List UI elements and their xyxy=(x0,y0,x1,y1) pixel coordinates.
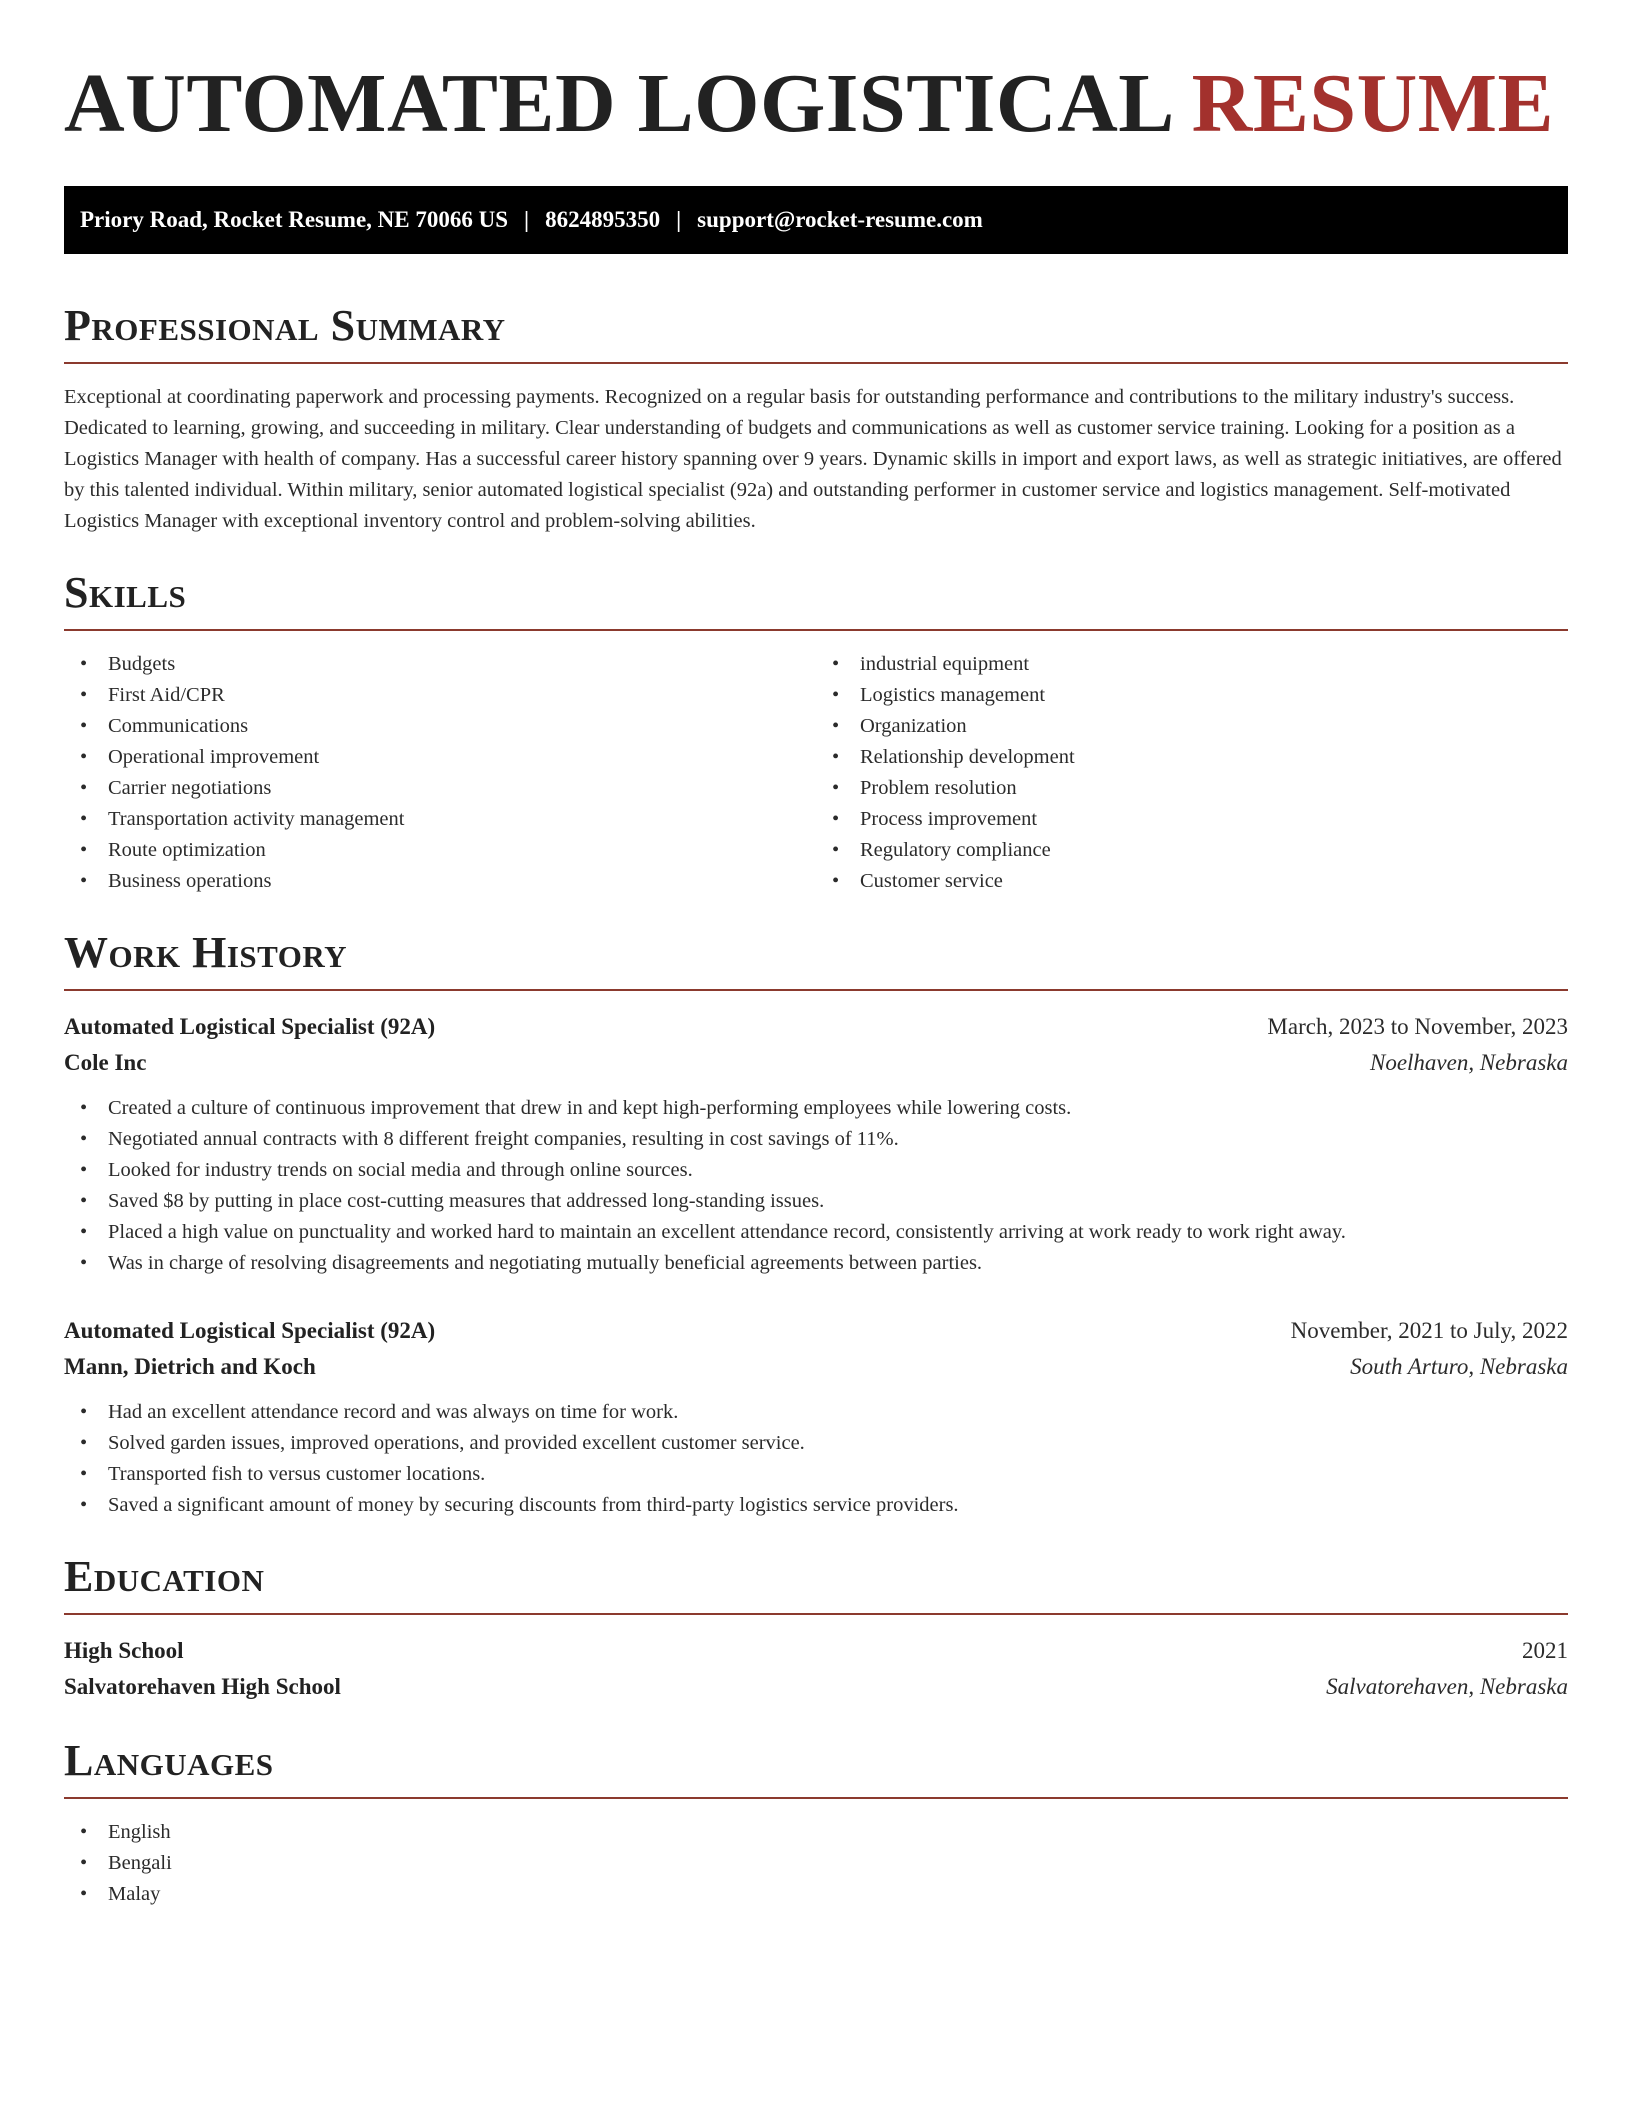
job-dates: March, 2023 to November, 2023 xyxy=(1267,1014,1568,1039)
contact-separator: | xyxy=(676,207,682,232)
skill-item: • Communications xyxy=(64,711,816,742)
education-header-row xyxy=(64,1633,1568,1669)
job-entry xyxy=(64,1009,1568,1279)
section-divider xyxy=(64,989,1568,991)
skill-item: • industrial equipment xyxy=(816,649,1568,680)
job-company: Mann, Dietrich and Koch xyxy=(64,1354,316,1379)
job-bullet: • Had an excellent attendance record and was always on time for work. xyxy=(64,1397,1568,1428)
skill-item: • Process improvement xyxy=(816,804,1568,835)
job-location: South Arturo, Nebraska xyxy=(1350,1354,1568,1379)
languages-section xyxy=(64,1735,1568,1910)
summary-section xyxy=(64,300,1568,537)
contact-phone: 8624895350 xyxy=(545,207,661,232)
job-header-row xyxy=(64,1009,1568,1045)
job-company: Cole Inc xyxy=(64,1050,147,1075)
education-school-row xyxy=(64,1669,1568,1705)
skill-item: • Transportation activity management xyxy=(64,804,816,835)
skill-item: • Customer service xyxy=(816,866,1568,897)
education-school: Salvatorehaven High School xyxy=(64,1674,341,1699)
job-bullet: • Created a culture of continuous improvement that drew in and kept high-performing employees while lowering costs. xyxy=(64,1093,1568,1124)
contact-email: support@rocket-resume.com xyxy=(697,207,983,232)
skill-item: • Route optimization xyxy=(64,835,816,866)
job-role: Automated Logistical Specialist (92A) xyxy=(64,1014,436,1039)
education-location: Salvatorehaven, Nebraska xyxy=(1326,1674,1568,1699)
job-bullet: • Saved $8 by putting in place cost-cutting measures that addressed long-standing issues. xyxy=(64,1186,1568,1217)
job-company-row xyxy=(64,1349,1568,1385)
skill-item: • First Aid/CPR xyxy=(64,680,816,711)
resume-title-main: AUTOMATED LOGISTICAL xyxy=(64,57,1171,150)
section-title-summary: Professional Summary xyxy=(64,301,506,350)
job-bullet: • Was in charge of resolving disagreements and negotiating mutually beneficial agreements between parties. xyxy=(64,1248,1568,1279)
skills-grid xyxy=(64,649,1568,897)
skill-item: • Organization xyxy=(816,711,1568,742)
skill-item: • Relationship development xyxy=(816,742,1568,773)
section-divider xyxy=(64,1613,1568,1615)
contact-bar xyxy=(64,186,1568,254)
skill-item: • Operational improvement xyxy=(64,742,816,773)
contact-address: Priory Road, Rocket Resume, NE 70066 US xyxy=(80,207,509,232)
job-bullet: • Looked for industry trends on social media and through online sources. xyxy=(64,1155,1568,1186)
language-item: • Malay xyxy=(64,1879,1568,1910)
section-title-languages: Languages xyxy=(64,1736,274,1785)
skills-section xyxy=(64,567,1568,897)
contact-separator: | xyxy=(524,207,530,232)
job-dates: November, 2021 to July, 2022 xyxy=(1290,1318,1568,1343)
education-degree: High School xyxy=(64,1638,184,1663)
job-bullet: • Solved garden issues, improved operations, and provided excellent customer service. xyxy=(64,1428,1568,1459)
job-bullets xyxy=(64,1093,1568,1279)
job-bullet: • Negotiated annual contracts with 8 different freight companies, resulting in cost savings of 11%. xyxy=(64,1124,1568,1155)
education-section xyxy=(64,1551,1568,1705)
job-entry xyxy=(64,1313,1568,1521)
work-history-section xyxy=(64,927,1568,1521)
job-bullet: • Placed a high value on punctuality and worked hard to maintain an excellent attendance record, consistently arriving at work ready to work right away. xyxy=(64,1217,1568,1248)
resume-title-accent: RESUME xyxy=(1191,57,1555,150)
job-bullet: • Transported fish to versus customer locations. xyxy=(64,1459,1568,1490)
job-location: Noelhaven, Nebraska xyxy=(1369,1050,1568,1075)
job-bullet: • Saved a significant amount of money by securing discounts from third-party logistics service providers. xyxy=(64,1490,1568,1521)
skill-item: • Problem resolution xyxy=(816,773,1568,804)
summary-text: Exceptional at coordinating paperwork and processing payments. Recognized on a regular basis for outstanding performance and contributions to the military industry's success. Dedicated to learning, growing, and succeeding in military. Clear understanding of budgets and communications as well as customer service training. Looking for a position as a Logistics Manager with health of company. Has a successful career history spanning over 9 years. Dynamic skills in import and export laws, as well as strategic initiatives, are offered by this talented individual. Within military, senior automated logistical specialist (92a) and outstanding performer in customer service and logistics management. Self-motivated Logistics Manager with exceptional inventory control and problem-solving abilities. xyxy=(64,386,1562,532)
education-year: 2021 xyxy=(1522,1638,1568,1663)
section-title-work: Work History xyxy=(64,928,348,977)
skill-item: • Regulatory compliance xyxy=(816,835,1568,866)
languages-list xyxy=(64,1817,1568,1910)
job-header-row xyxy=(64,1313,1568,1349)
section-divider xyxy=(64,1797,1568,1799)
job-company-row xyxy=(64,1045,1568,1081)
section-title-education: Education xyxy=(64,1552,265,1601)
skill-item: • Budgets xyxy=(64,649,816,680)
skill-item: • Carrier negotiations xyxy=(64,773,816,804)
section-divider xyxy=(64,629,1568,631)
section-title-skills: Skills xyxy=(64,568,187,617)
skill-item: • Business operations xyxy=(64,866,816,897)
language-item: • Bengali xyxy=(64,1848,1568,1879)
section-divider xyxy=(64,362,1568,364)
job-role: Automated Logistical Specialist (92A) xyxy=(64,1318,436,1343)
skills-list-right xyxy=(816,649,1568,897)
skill-item: • Logistics management xyxy=(816,680,1568,711)
resume-title xyxy=(64,56,1568,152)
language-item: • English xyxy=(64,1817,1568,1848)
skills-list-left xyxy=(64,649,816,897)
job-bullets xyxy=(64,1397,1568,1521)
